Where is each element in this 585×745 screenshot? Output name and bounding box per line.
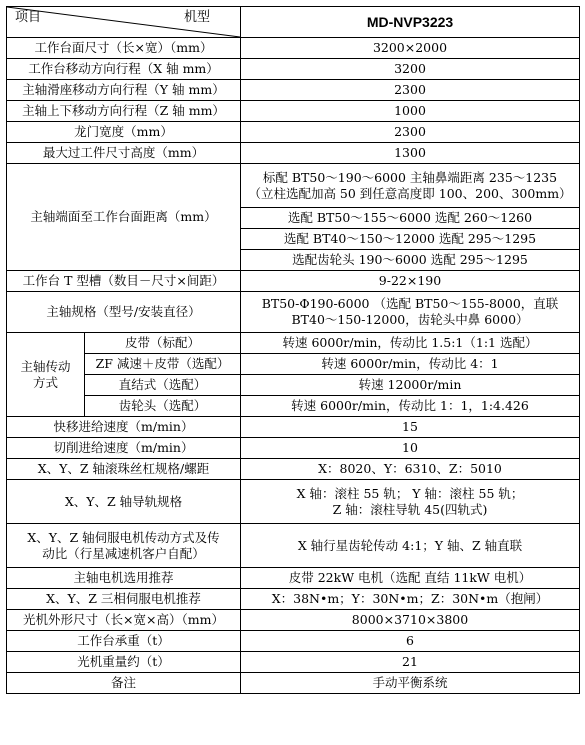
drive-group-label-line: 主轴传动	[20, 358, 71, 374]
table-row	[7, 631, 580, 652]
spindle-spec-label: 主轴规格（型号/安装直径）	[7, 292, 241, 333]
spindle-distance-label: 主轴端面至工作台面距离（mm）	[7, 164, 241, 271]
table-row	[7, 610, 580, 631]
row-label: 工作台面尺寸（长×宽）（mm）	[7, 38, 241, 59]
row-label: X、Y、Z 轴滚珠丝杠规格/螺距	[7, 459, 241, 480]
row-value: 手动平衡系统	[241, 673, 580, 694]
row-label: 主轴滑座移动方向行程（Y 轴 mm）	[7, 80, 241, 101]
table-row	[7, 652, 580, 673]
drive-row	[7, 354, 580, 375]
spindle-distance-line: 标配 BT50～190～6000 主轴鼻端距离 235～1235	[262, 169, 558, 185]
drive-type: 齿轮头（选配）	[85, 396, 241, 417]
guide-line: Z 轴：滚柱导轨 45(四轨式)	[332, 501, 488, 517]
spindle-distance-standard	[241, 164, 580, 208]
table-row	[7, 101, 580, 122]
servo-drive-label	[7, 524, 241, 568]
row-value: X：8020、Y：6310、Z：5010	[241, 459, 580, 480]
row-label: 工作台 T 型槽（数目－尺寸×间距）	[7, 271, 241, 292]
row-label: 快移进给速度（m/min）	[7, 417, 241, 438]
drive-type: ZF 减速＋皮带（选配）	[85, 354, 241, 375]
row-value: X：38N•m；Y：30N•m；Z：30N•m（抱闸）	[241, 589, 580, 610]
row-label: 备注	[7, 673, 241, 694]
servo-drive-row	[7, 524, 580, 568]
row-label: 龙门宽度（mm）	[7, 122, 241, 143]
row-value: 2300	[241, 122, 580, 143]
table-row	[7, 59, 580, 80]
drive-row	[7, 333, 580, 354]
row-label: 工作台移动方向行程（X 轴 mm）	[7, 59, 241, 80]
drive-value: 转速 12000r/min	[241, 375, 580, 396]
row-label: 光机重量约（t）	[7, 652, 241, 673]
table-row	[7, 438, 580, 459]
spindle-spec-row	[7, 292, 580, 333]
guide-line: X 轴：滚柱 55 轨； Y 轴：滚柱 55 轨；	[296, 485, 524, 501]
drive-row	[7, 396, 580, 417]
spindle-distance-row	[7, 164, 580, 208]
row-value: 2300	[241, 80, 580, 101]
row-label: 工作台承重（t）	[7, 631, 241, 652]
table-row	[7, 417, 580, 438]
spindle-distance-line: 选配 BT50～155～6000 选配 260～1260	[241, 208, 580, 229]
row-value: 10	[241, 438, 580, 459]
spindle-distance-line: （立柱选配加高 50 到任意高度即 100、200、300mm）	[248, 185, 572, 201]
model-header-label: 机型	[183, 10, 210, 25]
row-value: 1000	[241, 101, 580, 122]
model-name: MD-NVP3223	[241, 7, 580, 38]
spindle-spec-value	[241, 292, 580, 333]
table-row	[7, 589, 580, 610]
item-header-label: 项目	[15, 10, 42, 25]
spindle-spec-line: BT50-Φ190-6000 （选配 BT50～155-8000，直联	[261, 296, 559, 311]
servo-drive-value: X 轴行星齿轮传动 4:1；Y 轴、Z 轴直联	[241, 524, 580, 568]
drive-type: 直结式（选配）	[85, 375, 241, 396]
table-row	[7, 568, 580, 589]
servo-drive-label-line: X、Y、Z 轴伺服电机传动方式及传	[27, 529, 220, 545]
drive-value: 转速 6000r/min，传动比 1：1，1:4.426	[241, 396, 580, 417]
guide-value	[241, 480, 580, 524]
spindle-distance-line: 选配齿轮头 190～6000 选配 295～1295	[241, 250, 580, 271]
spindle-spec-line: BT40～150-12000，齿轮头中鼻 6000）	[291, 312, 529, 327]
drive-value: 转速 6000r/min，传动比 4：1	[241, 354, 580, 375]
table-row	[7, 459, 580, 480]
row-label: 主轴上下移动方向行程（Z 轴 mm）	[7, 101, 241, 122]
servo-drive-label-line: 动比（行星减速机客户自配）	[42, 545, 205, 561]
row-value: 21	[241, 652, 580, 673]
spec-table	[6, 6, 580, 694]
table-row	[7, 143, 580, 164]
drive-group-label	[7, 333, 85, 417]
table-row	[7, 122, 580, 143]
drive-type: 皮带（标配）	[85, 333, 241, 354]
drive-value: 转速 6000r/min，传动比 1.5:1（1:1 选配）	[241, 333, 580, 354]
table-row	[7, 673, 580, 694]
row-label: 主轴电机选用推荐	[7, 568, 241, 589]
spindle-distance-line: 选配 BT40～150～12000 选配 295～1295	[241, 229, 580, 250]
row-value: 15	[241, 417, 580, 438]
guide-label: X、Y、Z 轴导轨规格	[7, 480, 241, 524]
row-label: 最大过工件尺寸高度（mm）	[7, 143, 241, 164]
row-value: 1300	[241, 143, 580, 164]
table-row	[7, 38, 580, 59]
table-row	[7, 80, 580, 101]
header-row	[7, 7, 580, 38]
row-value: 皮带 22kW 电机（选配 直结 11kW 电机）	[241, 568, 580, 589]
row-label: 切削进给速度（m/min）	[7, 438, 241, 459]
row-label: X、Y、Z 三相伺服电机推荐	[7, 589, 241, 610]
header-corner-cell	[7, 7, 241, 38]
drive-row	[7, 375, 580, 396]
row-label: 光机外形尺寸（长×宽×高）（mm）	[7, 610, 241, 631]
row-value: 9-22×190	[241, 271, 580, 292]
row-value: 3200	[241, 59, 580, 80]
row-value: 3200×2000	[241, 38, 580, 59]
row-value: 6	[241, 631, 580, 652]
guide-row	[7, 480, 580, 524]
row-value: 8000×3710×3800	[241, 610, 580, 631]
drive-group-label-line: 方式	[32, 374, 58, 390]
table-row	[7, 271, 580, 292]
